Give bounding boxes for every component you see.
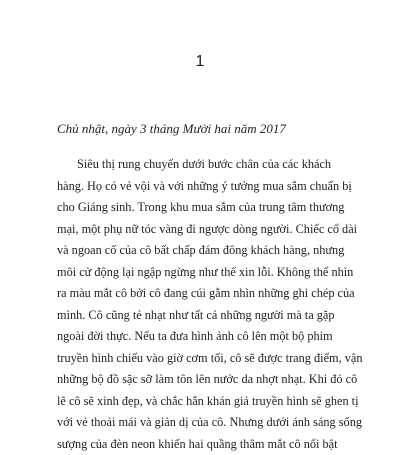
chapter-date-line: Chủ nhật, ngày 3 tháng Mười hai năm 2017 (57, 120, 286, 138)
body-line: lẽ cô sẽ xinh đẹp, và chắc hẳn khán giả truyền hình sẽ ghen tị (57, 391, 357, 413)
chapter-number: 1 (0, 52, 400, 72)
body-line: hàng. Họ có vẻ vội và với những ý tưởng mua sắm chuẩn bị (57, 176, 357, 198)
body-line: mình. Cô cũng tẻ nhạt như tất cả những người mà ta gặp (57, 305, 357, 327)
body-line: sượng của đèn neon khiến hai quầng thâm mắt cô nổi bật (57, 434, 357, 455)
body-line: Siêu thị rung chuyển dưới bước chân của các khách (57, 154, 357, 176)
body-line: cho Giáng sinh. Trong khu mua sắm của trung tâm thương (57, 197, 357, 219)
body-paragraph (57, 154, 357, 455)
body-line: truyền hình chiếu vào giờ cơm tối, cô sẽ được trang điểm, vận (57, 348, 357, 370)
body-line: và ngoan cố của cô bất chấp đám đông khách hàng, nhưng (57, 240, 357, 262)
body-line: ra màu mắt cô bởi cô đang cúi gằm nhìn những ghi chép của (57, 283, 357, 305)
body-line: ngoài đời thực. Nếu ta đưa hình ảnh cô lên một bộ phim (57, 326, 357, 348)
body-line: với vẻ thoải mái và giản dị của cô. Nhưng dưới ánh sáng sống (57, 412, 357, 434)
body-line: những bộ đồ sặc sỡ làm tôn lên nước da nhợt nhạt. Khi đó cô (57, 369, 357, 391)
body-line: mại, một phụ nữ tóc vàng đi ngược dòng người. Chiếc cổ dài (57, 219, 357, 241)
body-line: môi cử động lại ngập ngừng như thể xin lỗi. Không thể nhìn (57, 262, 357, 284)
